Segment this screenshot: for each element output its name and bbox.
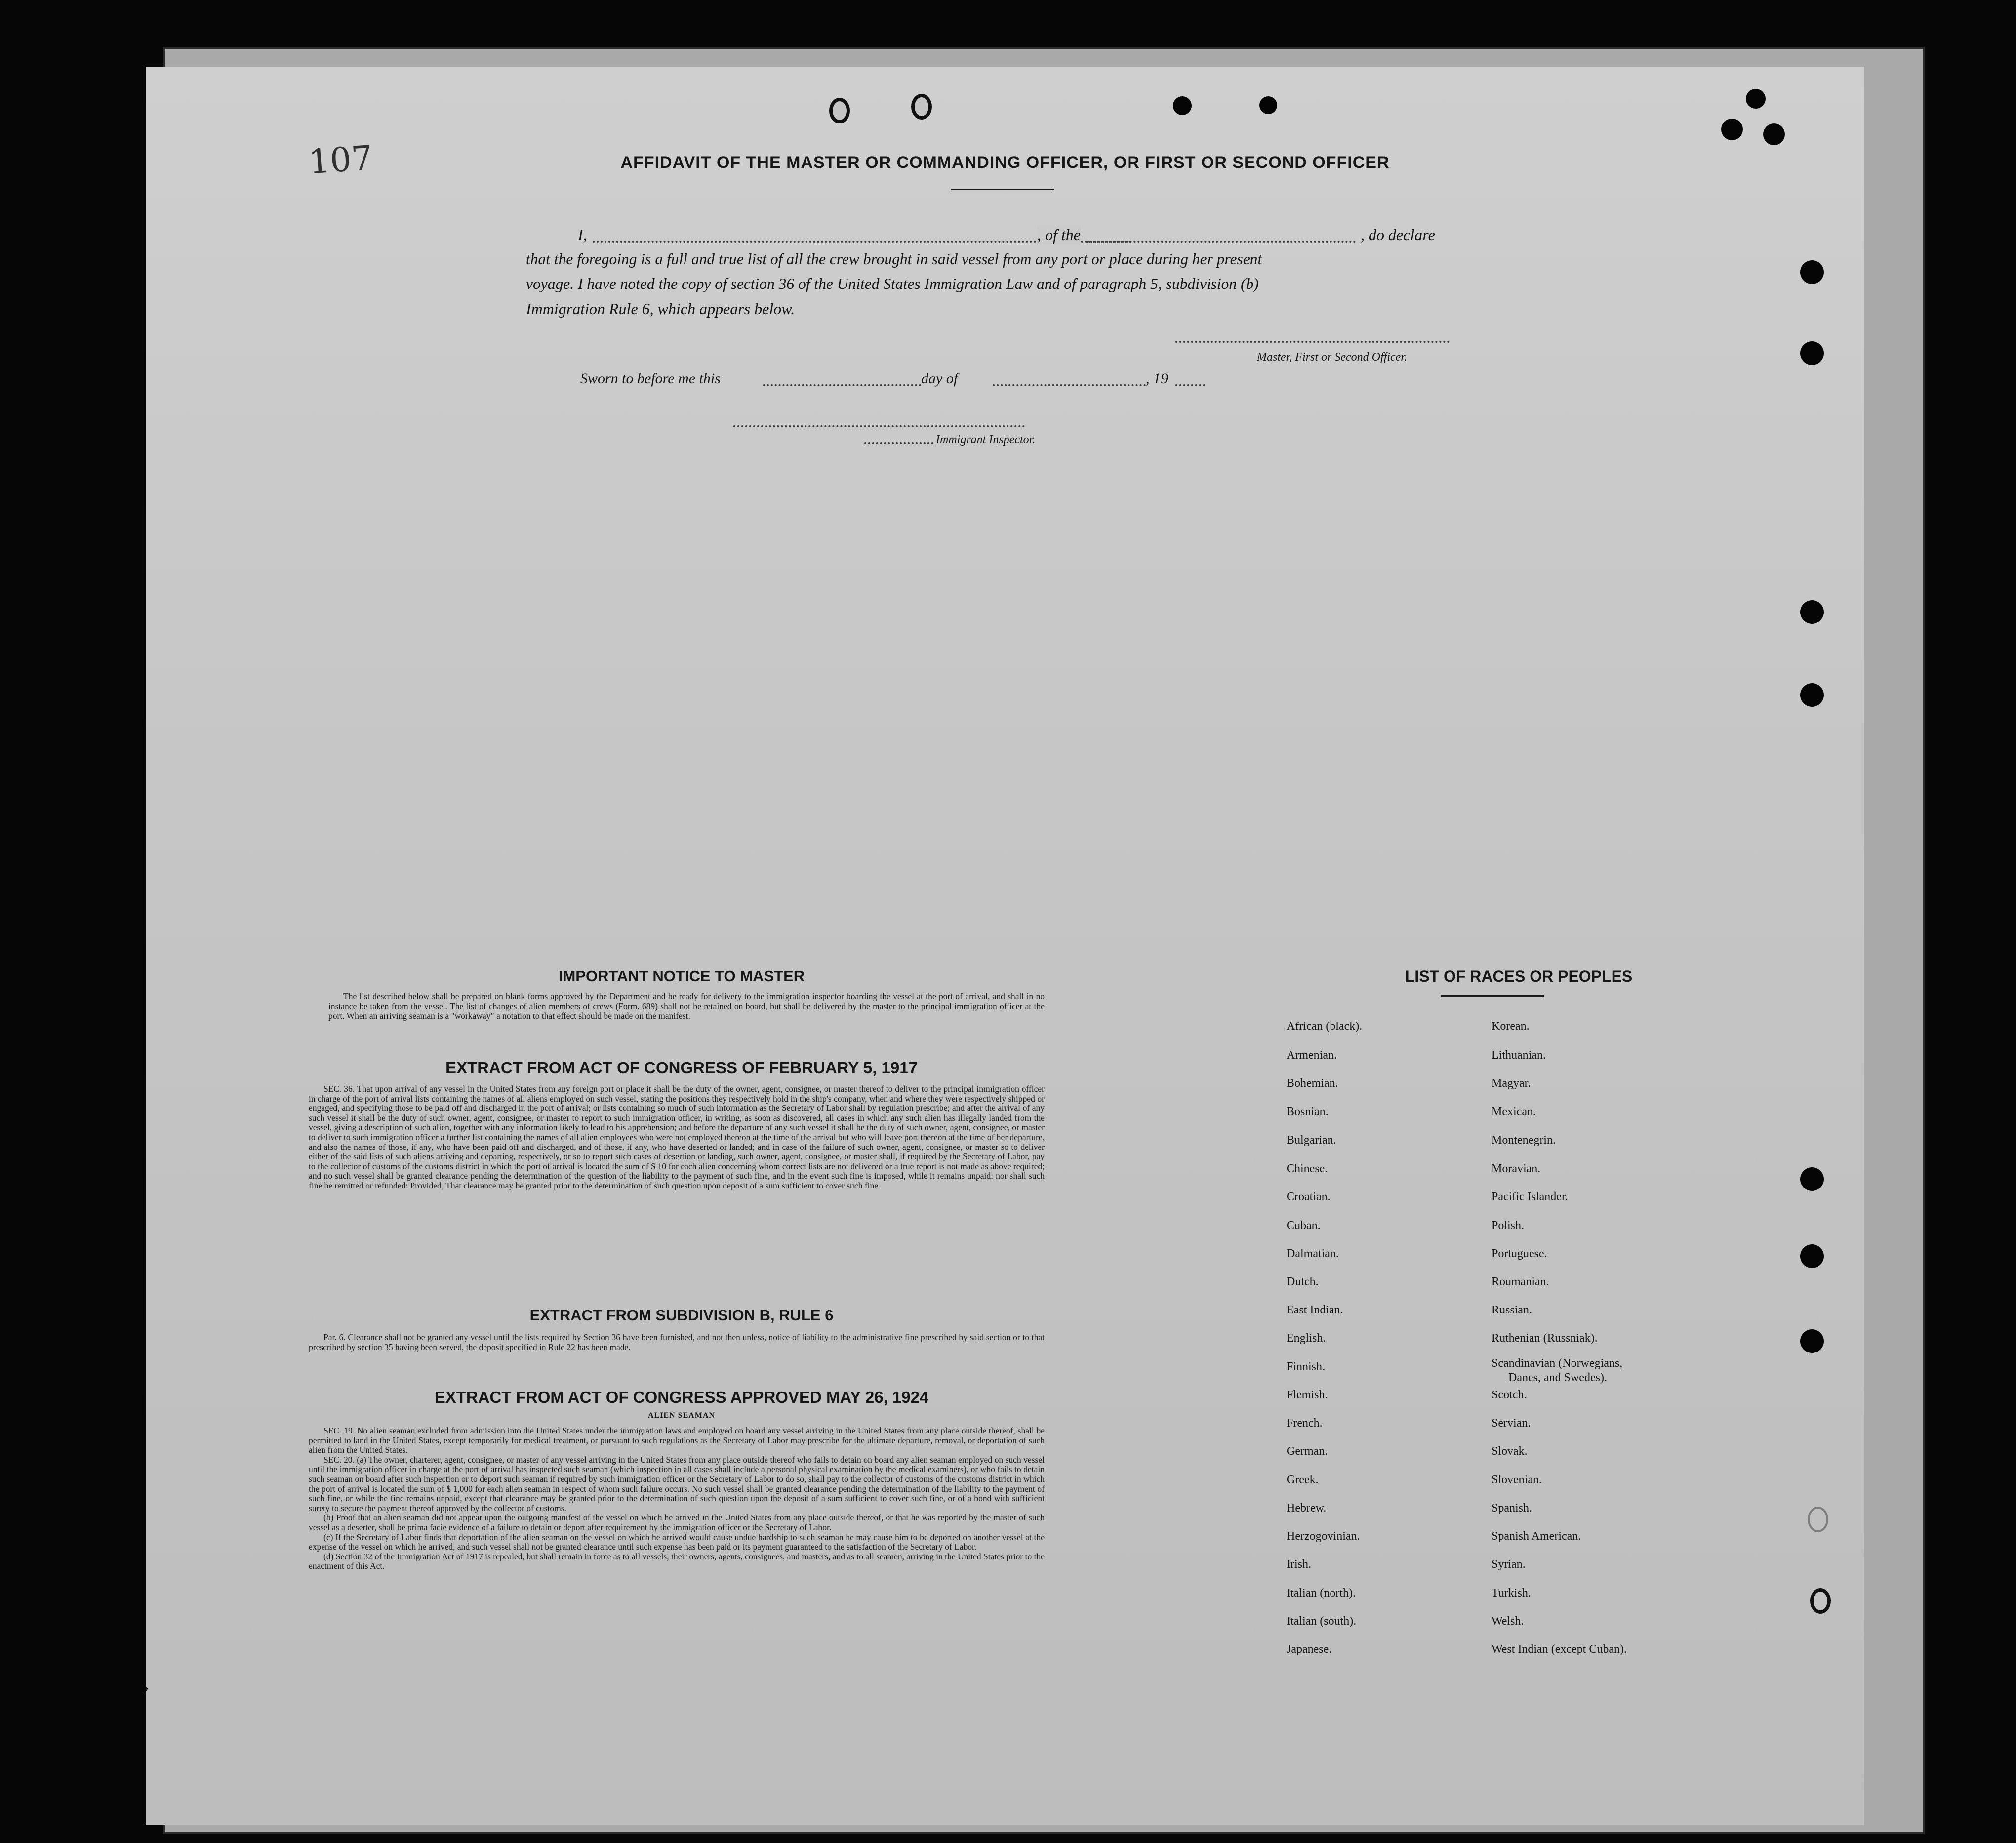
race-item: Polish. <box>1492 1219 1525 1232</box>
pencil-mark-icon <box>1857 452 1864 659</box>
sworn-year: , 19 <box>1146 370 1168 387</box>
inspector-label: Immigrant Inspector. <box>936 433 1036 446</box>
race-item-continuation: Danes, and Swedes). <box>1508 1371 1607 1384</box>
races-title: LIST OF RACES OR PEOPLES <box>1405 967 1633 985</box>
race-item: Servian. <box>1492 1417 1531 1430</box>
race-item: Finnish. <box>1287 1360 1326 1373</box>
affidavit-line-4: Immigration Rule 6, which appears below. <box>526 300 795 318</box>
extract-1924-title: EXTRACT FROM ACT OF CONGRESS APPROVED MAY 26, 1924 <box>434 1388 929 1406</box>
punch-hole-icon <box>829 98 850 123</box>
punch-hole-icon <box>1763 123 1785 145</box>
race-item: Turkish. <box>1492 1587 1531 1599</box>
sec-20d-paragraph: (d) Section 32 of the Immigration Act of 1917 is repealed, but shall remain in force as to all vessels, their owners, agents, consignees, and masters, and as to all seamen, arriving in the United States prior to the enactment of this Act. <box>309 1551 1045 1571</box>
sworn-year-field[interactable] <box>1175 384 1205 386</box>
race-item: Scotch. <box>1492 1389 1527 1401</box>
extract-rule6-title: EXTRACT FROM SUBDIVISION B, RULE 6 <box>529 1307 834 1324</box>
race-item: English. <box>1287 1332 1326 1345</box>
binder-hole-icon <box>1800 260 1824 284</box>
race-item: Russian. <box>1492 1304 1532 1316</box>
race-item: Italian (north). <box>1287 1587 1356 1599</box>
extract-1917-body: SEC. 36. That upon arrival of any vessel in the United States from any foreign port or place it shall be the duty of the owner, agent, consignee, or master thereof to deliver to the principal immigration officer in charge of the port of arrival lists containing the names of all aliens employed on such vessel, stating the positions they respectively hold in the ship's company, when and where they were respectively shipped or engaged, and specifying those to be paid off and discharged in the port of arrival; or lists containing so much of such information as the Secretary of Labor shall by regulation prescribe; and after the arrival of any such vessel it shall be the duty of such owner, agent, consignee, or master to report to such immigration officer, in writing, as soon as discovered, all cases in which any such alien has illegally landed from the vessel, giving a description of such alien, together with any information likely to lead to his apprehension; and before the departure of any such vessel it shall be the duty of such owner, agent, consignee, or master to deliver to such immigration officer a further list containing the names of all alien employees who were not employed thereon at the time of the arrival but who will leave port thereon at the time of her departure, and also the names of those, if any, who have been paid off and discharged, and of those, if any, who have deserted or landed; and in case of the failure of such owner, agent, consignee, or master so to deliver either of the said lists of such aliens arriving and departing, respectively, or so to report such cases of desertion or landing, such owner, agent, consignee, or master shall, if required by the Secretary of Labor, pay to the collector of customs of the customs district in which the port of arrival is located the sum of $ 10 for each alien concerning whom correct lists are not delivered or a true report is not made as above required; and no such vessel shall be granted clearance pending the determination of the question of the liability to the payment of such fine, and in the event such fine is imposed, while it remains unpaid; nor shall such fine be remitted or refunded: Provided, That clearance may be granted prior to the determination of such question upon deposit of a sum sufficient to cover such fine. <box>309 1084 1045 1190</box>
notice-body: The list described below shall be prepared on blank forms approved by the Department and be ready for delivery to the immigration inspector boarding the vessel at the port of arrival, and shall in no instance be taken from the vessel. The list of changes of alien members of crews (Form. 689) shall not be retained on board, but shall be delivered by the master to the principal immigration officer at the port. When an arriving seaman is a "workaway" a notation to that effect should be made on the manifest. <box>328 991 1045 1021</box>
vessel-name-field[interactable] <box>1087 241 1356 243</box>
sec-19-paragraph: SEC. 19. No alien seaman excluded from admission into the United States under the immigration laws and employed on board any vessel arriving in the United States from any place outside thereof, shall be permitted to land in the United States, except temporarily for medical treatment, or pursuant to such regulations as the Secretary of Labor may prescribe for the ultimate departure, removal, or deportation of such alien from the United States. <box>309 1426 1045 1455</box>
race-item: Pacific Islander. <box>1492 1190 1568 1203</box>
race-item: French. <box>1287 1417 1323 1430</box>
pencil-mark-icon <box>146 1682 156 1805</box>
race-item: Magyar. <box>1492 1077 1531 1090</box>
race-item: Bosnian. <box>1287 1106 1329 1118</box>
race-item: Dalmatian. <box>1287 1247 1339 1260</box>
sec-20a-paragraph: SEC. 20. (a) The owner, charterer, agent, consignee, or master of any vessel arriving in the United States from any place outside thereof who fails to detain on board any alien seaman employed on such vessel until the immigration officer in charge at the port of arrival has inspected such seaman (which inspection in all cases shall include a personal physical examination by the medical examiners), or who fails to detain such seaman on board after such inspection or to deport such seaman if required by such immigration officer or the Secretary of Labor to do so, shall pay to the collector of customs of the customs district in which the port of arrival is located the sum of $ 1,000 for each alien seaman in respect of whom such failure occurs. No such vessel shall be granted clearance pending the determination of the liability to the payment of such fine, or while the fine remains unpaid, except that clearance may be granted prior to the determination of such question upon the deposit of a sum sufficient to cover such fine, or of a bond with sufficient surety to secure the payment thereof approved by the collector of customs. <box>309 1454 1045 1513</box>
race-item: Herzogovinian. <box>1287 1530 1360 1543</box>
race-item: Bulgarian. <box>1287 1134 1336 1147</box>
master-signature-label: Master, First or Second Officer. <box>1257 351 1407 364</box>
manifest-page <box>146 67 1864 1825</box>
race-item: Chinese. <box>1287 1162 1328 1175</box>
inspector-signature-field[interactable] <box>733 425 1025 427</box>
extract-rule6-body: Par. 6. Clearance shall not be granted any vessel until the lists required by Section 36 have been furnished, and not then unless, notice of liability to the administrative fine prescribed by said section or to that prescribed by section 35 having been served, the deposit specified in Rule 22 has been made. <box>309 1332 1045 1352</box>
race-item: Syrian. <box>1492 1558 1526 1571</box>
race-item: Croatian. <box>1287 1190 1331 1203</box>
punch-hole-icon <box>1173 96 1192 115</box>
race-item: Flemish. <box>1287 1389 1328 1401</box>
race-item: Greek. <box>1287 1474 1319 1486</box>
race-item: Cuban. <box>1287 1219 1321 1232</box>
punch-hole-icon <box>1746 89 1766 109</box>
race-item: Irish. <box>1287 1558 1311 1571</box>
sec-20c-paragraph: (c) If the Secretary of Labor finds that deportation of the alien seaman on the vessel on which he arrived would cause undue hardship to such seaman he may cause him to be deported on another vessel at the expense of the vessel on which he arrived, and such vessel shall not be granted clearance until such expense has been paid or its payment guaranteed to the satisfaction of the Secretary of Labor. <box>309 1532 1045 1552</box>
binder-hole-icon <box>1800 1167 1824 1191</box>
race-item: West Indian (except Cuban). <box>1492 1643 1627 1656</box>
affidavit-i: I, <box>578 226 587 244</box>
affidavit-line-3: voyage. I have noted the copy of section 36 of the United States Immigration Law and of paragraph 5, subdivision (b) <box>526 275 1259 292</box>
race-item: Spanish. <box>1492 1502 1532 1515</box>
race-item: Welsh. <box>1492 1615 1524 1628</box>
race-item: East Indian. <box>1287 1304 1343 1316</box>
race-item: Montenegrin. <box>1492 1134 1556 1147</box>
race-item <box>1492 1356 1622 1385</box>
race-item: German. <box>1287 1445 1328 1458</box>
punch-hole-icon <box>1721 119 1743 140</box>
sworn-day-field[interactable] <box>763 384 921 386</box>
binder-hole-icon <box>1800 600 1824 624</box>
punch-hole-icon <box>1259 96 1277 114</box>
race-item: Italian (south). <box>1287 1615 1357 1628</box>
affidavit-do-declare: , do declare <box>1361 226 1435 244</box>
race-item: Japanese. <box>1287 1643 1332 1656</box>
affidavit-of-the: , of the <box>1037 226 1081 244</box>
extract-1917-title: EXTRACT FROM ACT OF CONGRESS OF FEBRUARY 5, 1917 <box>445 1059 918 1077</box>
extract-1924-subtitle: ALIEN SEAMAN <box>647 1411 716 1420</box>
race-item: Slovak. <box>1492 1445 1528 1458</box>
race-item: Portuguese. <box>1492 1247 1547 1260</box>
handwritten-page-number: 107 <box>307 138 374 182</box>
race-item: Hebrew. <box>1287 1502 1327 1515</box>
master-signature-field[interactable] <box>1175 341 1450 343</box>
race-item: Lithuanian. <box>1492 1049 1546 1062</box>
inspector-dotted-lead <box>864 442 933 444</box>
extract-1924-body <box>309 1426 1045 1571</box>
binder-hole-icon <box>1800 1244 1824 1268</box>
binder-hole-icon <box>1800 341 1824 365</box>
affidavit-title: AFFIDAVIT OF THE MASTER OR COMMANDING OFFICER, OR FIRST OR SECOND OFFICER <box>620 153 1390 172</box>
race-item-line: Scandinavian (Norwegians, <box>1492 1357 1623 1370</box>
sworn-day-of: day of <box>921 370 958 387</box>
title-underline <box>951 189 1054 190</box>
race-item: Bohemian. <box>1287 1077 1338 1090</box>
race-item: Korean. <box>1492 1020 1530 1033</box>
binder-hole-icon <box>1800 683 1824 707</box>
binder-hole-icon <box>1810 1588 1831 1614</box>
punch-hole-icon <box>911 94 932 120</box>
race-item: Dutch. <box>1287 1275 1319 1288</box>
race-item: Mexican. <box>1492 1106 1536 1118</box>
race-item: Roumanian. <box>1492 1275 1549 1288</box>
race-item: Spanish American. <box>1492 1530 1581 1543</box>
binder-hole-icon <box>1808 1507 1828 1532</box>
sec-20b-paragraph: (b) Proof that an alien seaman did not appear upon the outgoing manifest of the vessel on which he arrived in the United States from any place outside thereof, or that he was reported by the master of such vessel as a deserter, shall be prima facie evidence of a failure to detain or deport after requirement by the immigration officer or the Secretary of Labor. <box>309 1513 1045 1532</box>
notice-title: IMPORTANT NOTICE TO MASTER <box>558 967 805 984</box>
sworn-month-field[interactable] <box>993 384 1146 386</box>
binder-hole-icon <box>1800 1329 1824 1353</box>
sworn-prefix: Sworn to before me this <box>580 370 721 387</box>
races-title-underline <box>1441 995 1544 997</box>
race-item: Moravian. <box>1492 1162 1541 1175</box>
race-item: African (black). <box>1287 1020 1363 1033</box>
race-item: Ruthenian (Russniak). <box>1492 1332 1598 1345</box>
affidavit-line-2: that the foregoing is a full and true list of all the crew brought in said vessel from any port or place during her present <box>526 250 1262 268</box>
race-item: Armenian. <box>1287 1049 1337 1062</box>
race-item: Slovenian. <box>1492 1474 1542 1486</box>
